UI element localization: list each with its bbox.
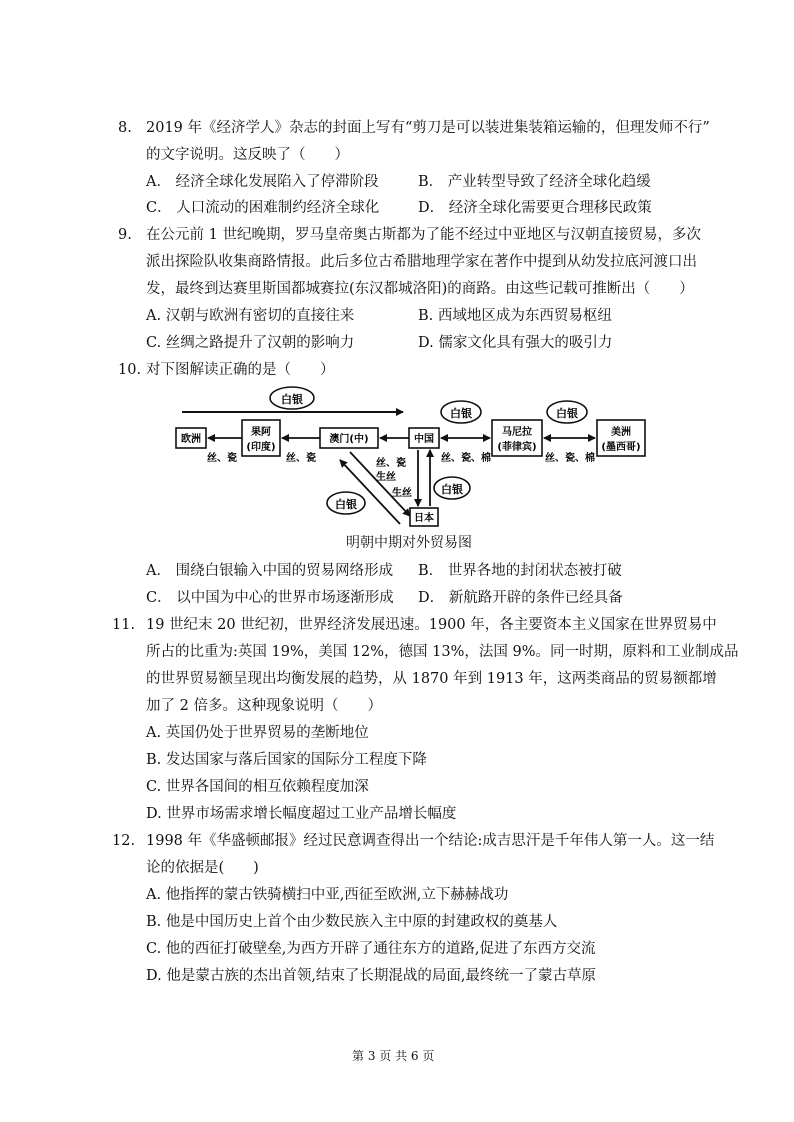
goods-label-china-manila: 丝、瓷、棉 (441, 453, 491, 464)
diagram-caption: 明朝中期对外贸易图 (346, 535, 472, 551)
question-11-text-line-1: 19 世纪末 20 世纪初，世界经济发展迅速。1900 年，各主要资本主义国家在世界贸易中 (146, 617, 717, 633)
goods-label-macau-goa: 丝、瓷 (286, 453, 316, 464)
question-9-option-c: C. 丝绸之路提升了汉朝的影响力 (146, 335, 355, 351)
silver-label-macau-japan: 白银 (335, 498, 357, 511)
question-9-number: 9. (118, 227, 132, 243)
question-11-text-line-3: 的世界贸易额呈现出均衡发展的趋势，从 1870 年到 1913 年，这两类商品的贸易额都增 (146, 671, 717, 687)
goods-label-goa-europe: 丝、瓷 (207, 453, 237, 464)
trade-diagram (0, 0, 794, 560)
node-goa-label-2: (印度) (246, 442, 276, 453)
question-10-option-c: C． 以中国为中心的世界市场逐渐形成 (146, 590, 394, 606)
question-8-number: 8. (118, 120, 132, 136)
silver-label-manila: 白银 (450, 407, 472, 420)
node-macau-label: 澳门(中) (329, 434, 369, 445)
question-9-option-d: D. 儒家文化具有强大的吸引力 (418, 335, 613, 351)
question-8-text-line-2: 的文字说明。这反映了（ ） (146, 147, 349, 163)
question-9-text-line-2: 派出探险队收集商路情报。此后多位古希腊地理学家在著作中提到从幼发拉底河渡口出 (146, 254, 697, 270)
question-10-option-d: D． 新航路开辟的条件已经具备 (418, 590, 623, 606)
question-10-option-a: A． 围绕白银输入中国的贸易网络形成 (146, 563, 394, 579)
question-10-number: 10. (118, 362, 142, 378)
question-12-option-a: A. 他指挥的蒙古铁骑横扫中亚,西征至欧洲,立下赫赫战功 (146, 887, 509, 903)
question-8-option-c: C． 人口流动的困难制约经济全球化 (146, 200, 380, 216)
question-9-text-line-1: 在公元前 1 世纪晚期，罗马皇帝奥古斯都为了能不经过中亚地区与汉朝直接贸易，多次 (146, 227, 701, 243)
node-japan-label: 日本 (414, 513, 434, 524)
node-manila-label-2: (菲律宾) (497, 442, 537, 453)
question-12-option-c: C. 他的西征打破壁垒,为西方开辟了通往东方的道路,促进了东西方交流 (146, 941, 596, 957)
question-12-option-d: D. 他是蒙古族的杰出首领,结束了长期混战的局面,最终统一了蒙古草原 (146, 968, 597, 984)
question-11-text-line-4: 加了 2 倍多。这种现象说明（ ） (146, 698, 382, 714)
silver-label-top: 白银 (281, 393, 303, 406)
question-9-option-a: A. 汉朝与欧洲有密切的直接往来 (146, 308, 355, 324)
node-manila-label-1: 马尼拉 (502, 427, 532, 438)
node-america-label-1: 美洲 (611, 427, 631, 438)
question-9-text-line-3: 发，最终到达赛里斯国都城赛拉(东汉都城洛阳)的商路。由这些记载可推断出（ ） (146, 281, 694, 297)
goods-label-china-japan: 丝、瓷 (376, 458, 406, 469)
question-12-text-line-1: 1998 年《华盛顿邮报》经过民意调查得出一个结论:成吉思汗是千年伟人第一人。这一结 (146, 833, 715, 849)
question-8-option-b: B． 产业转型导致了经济全球化趋缓 (418, 174, 651, 190)
question-8-option-a: A． 经济全球化发展陷入了停滞阶段 (146, 174, 379, 190)
node-china-label: 中国 (414, 434, 434, 445)
question-8-option-d: D． 经济全球化需要更合理移民政策 (418, 200, 652, 216)
question-11-text-line-2: 所占的比重为:英国 19%，美国 12%，德国 13%，法国 9%。同一时期，原料和工业制成品 (146, 644, 739, 660)
node-america-label-2: (墨西哥) (601, 442, 641, 453)
question-10-text-line-1: 对下图解读正确的是（ ） (146, 362, 335, 378)
question-11-number: 11. (112, 617, 136, 633)
question-12-option-b: B. 他是中国历史上首个由少数民族入主中原的封建政权的奠基人 (146, 914, 558, 930)
silver-label-japan: 白银 (441, 483, 463, 496)
silver-label-america: 白银 (556, 407, 578, 420)
question-8-text-line-1: 2019 年《经济学人》杂志的封面上写有“剪刀是可以装进集装箱运输的，但理发师不行” (146, 120, 710, 136)
question-10-option-b: B． 世界各地的封闭状态被打破 (418, 563, 622, 579)
question-12-number: 12. (112, 833, 136, 849)
question-9-option-b: B. 西域地区成为东西贸易枢纽 (418, 308, 612, 324)
question-11-option-c: C. 世界各国间的相互依赖程度加深 (146, 779, 369, 795)
node-europe-label: 欧洲 (181, 434, 201, 445)
question-11-option-d: D. 世界市场需求增长幅度超过工业产品增长幅度 (146, 806, 457, 822)
raw-silk-label-1: 生丝 (376, 472, 396, 483)
page-footer: 第 3 页 共 6 页 (352, 1049, 435, 1063)
question-11-option-b: B. 发达国家与落后国家的国际分工程度下降 (146, 752, 427, 768)
question-12-text-line-2: 论的依据是( ) (146, 860, 259, 876)
raw-silk-label-2: 生丝 (392, 488, 412, 499)
question-11-option-a: A. 英国仍处于世界贸易的垄断地位 (146, 725, 369, 741)
goods-label-manila-america: 丝、瓷、棉 (545, 453, 595, 464)
node-goa-label-1: 果阿 (251, 427, 271, 438)
